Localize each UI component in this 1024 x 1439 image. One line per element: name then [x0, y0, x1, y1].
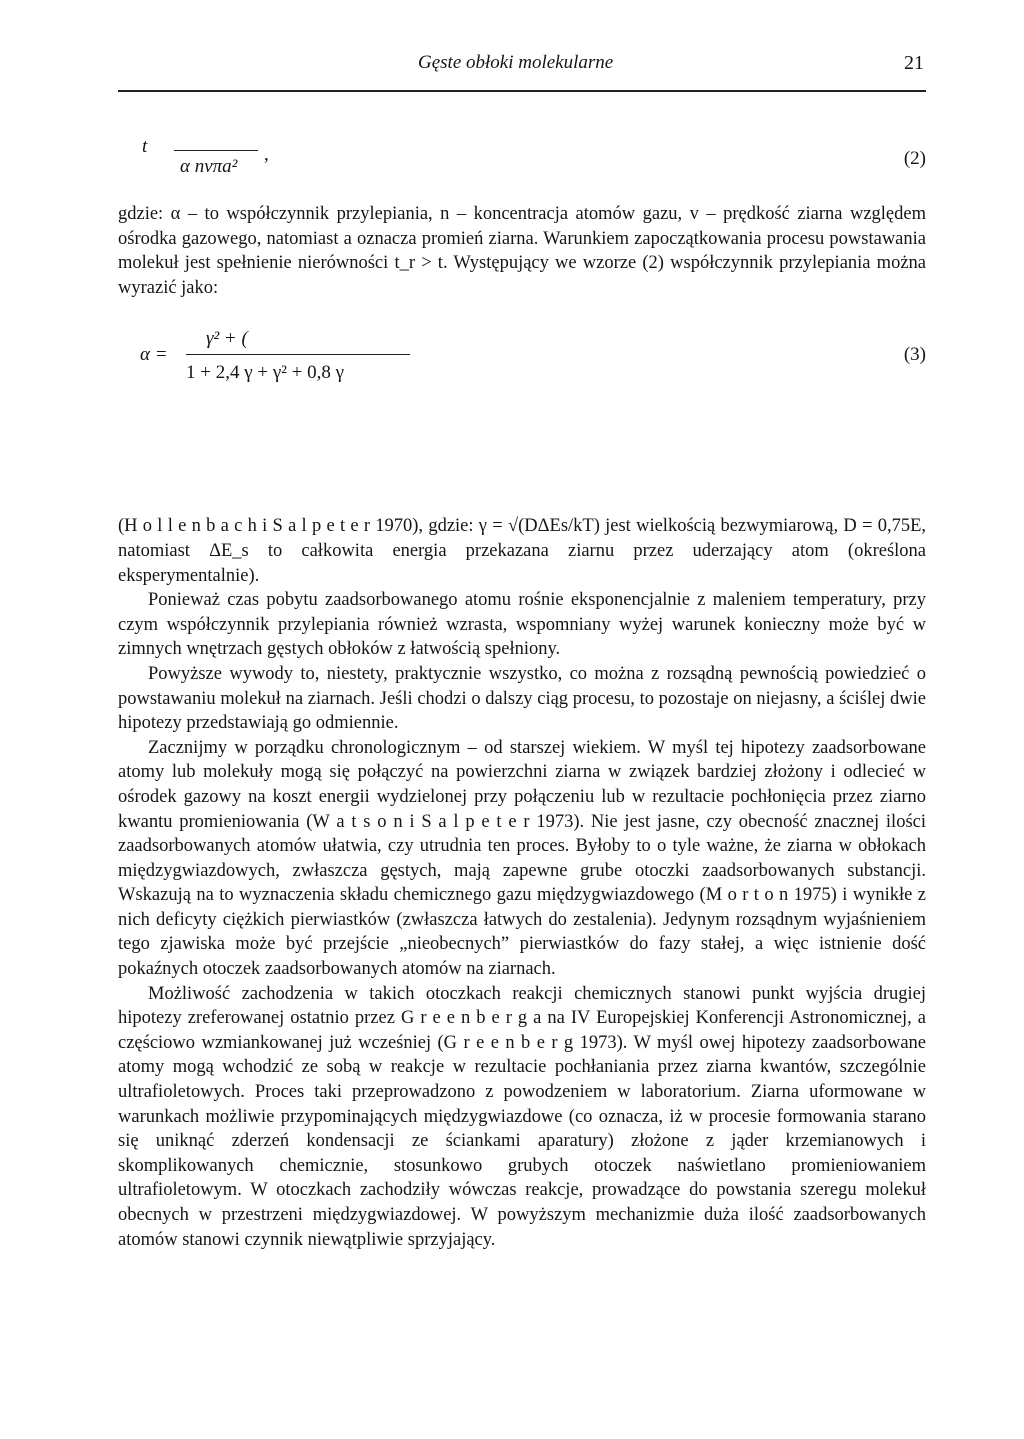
- equation-2-denominator: α nvπa²: [180, 156, 238, 177]
- paragraph: Ponieważ czas pobytu zaadsorbowanego atomu rośnie eksponencjalnie z maleniem temperatury, przy czym współczynnik przylepiania również wzrasta, wspomniany wyżej warunek konieczny może być w zimnych wnętrzach gęstych obłoków z łatwością spełniony.: [118, 590, 926, 660]
- paragraph: (H o l l e n b a c h i S a l p e t e r 1970), gdzie: γ = √(DΔEs/kT) jest wielkością bezwymiarową, D = 0,75E, natomiast ΔE_s to całkowita energia przekazana ziarnu przez uderzający atom (określona eksperymentalnie).: [118, 516, 926, 586]
- running-header: [118, 50, 926, 92]
- page-number: 21: [904, 52, 924, 74]
- paragraph: Powyższe wywody to, niestety, praktycznie wszystko, co można z rozsądną pewnością powiedzieć o powstawaniu molekuł na ziarnach. Jeśli chodzi o dalszy ciąg procesu, to pozostaje on niejasny, a ściślej dwie hipotezy przedstawiają go odmiennie.: [118, 663, 926, 734]
- fraction-bar: [174, 150, 258, 151]
- paragraph: gdzie: α – to współczynnik przylepiania, n – koncentracja atomów gazu, v – prędkość ziarna względem ośrodka gazowego, natomiast a oznacza promień ziarna. Warunkiem zapoczątkowania procesu powstawania molekuł jest spełnienie nierówności t_r > t. Występujący we wzorze (2) współczynnik przylepiania można wyrazić jako:: [118, 204, 926, 298]
- paragraph: Możliwość zachodzenia w takich otoczkach reakcji chemicznych stanowi punkt wyjścia drugiej hipotezy zreferowanej ostatnio przez G r e e n b e r g a na IV Europejskiej Konferencji Astronomicznej, a częściowo wzmiankowanej już wcześniej (G r e e n b e r g 1973). W myśl owej hipotezy zaadsorbowane atomy mogą wchodzić ze sobą w reakcje w rezultacie pochłaniania przez ziarna kwantów, szczególnie ultrafioletowych. Proces taki przeprowadzono z powodzeniem w laboratorium. Ziarna uformowane w warunkach możliwie przypominających międzygwiazdowe (co oznacza, iż w procesie formowania starano się uniknąć zderzeń kondensacji ze ściankami aparatury) złożone z jąder krzemianowych i skomplikowanych chemicznie, stosunkowo grubych otoczek naświetlano promieniowaniem ultrafioletowym. W otoczkach zachodziły wówczas reakcje, prowadzące do powstania szeregu molekuł obecnych w przestrzeni międzygwiazdowej. W powyższym mechanizmie duża ilość zaadsorbowanych atomów stanowi czynnik niewątpliwie sprzyjający.: [118, 983, 926, 1250]
- equation-2-number: (2): [903, 148, 926, 169]
- equation-2-lhs: t: [142, 136, 148, 157]
- equation-3-number: (3): [903, 344, 926, 365]
- running-title: Gęste obłoki molekularne: [418, 52, 614, 73]
- equation-3-numerator: γ² + (: [206, 328, 248, 349]
- equation-spacer: [118, 300, 926, 514]
- paragraph: Zacznijmy w porządku chronologicznym – od starszej wiekiem. W myśl tej hipotezy zaadsorbowane atomy lub molekuły mogą się połączyć na powierzchni ziarna w związek bardziej złożony i odlecieć w ośrodek gazowy na koszt energii wydzielonej przy połączeniu lub w rezultacie pochłonięcia przez ziarno kwantu promieniowania (W a t s o n i S a l p e t e r 1973). Nie jest jasne, czy obecność znacznej ilości zaadsorbowanych atomów ułatwia, czy utrudnia ten proces. Byłoby to o tyle ważne, że ziarna w obłokach międzygwiazdowych, zwłaszcza gęstych, mają zapewne grube otoczki zaadsorbowanych substancji. Wskazują na to wyznaczenia składu chemicznego gazu międzygwiazdowego (M o r t o n 1975) i wynikłe z nich deficyty ciężkich pierwiastków (zwłaszcza łatwych do zestalenia). Jedynym rozsądnym wyjaśnieniem tego zjawiska może być przejście „nieobecnych” pierwiastków do fazy stałej, a więc istnienie dość pokaźnych otoczek zaadsorbowanych atomów na ziarnach.: [118, 737, 926, 980]
- body-text: [118, 202, 926, 1252]
- equation-3-denominator: 1 + 2,4 γ + γ² + 0,8 γ: [186, 362, 345, 383]
- equation-2-comma: ,: [264, 144, 269, 165]
- equation-3-lhs: α =: [140, 344, 168, 365]
- equation-2: [118, 136, 926, 196]
